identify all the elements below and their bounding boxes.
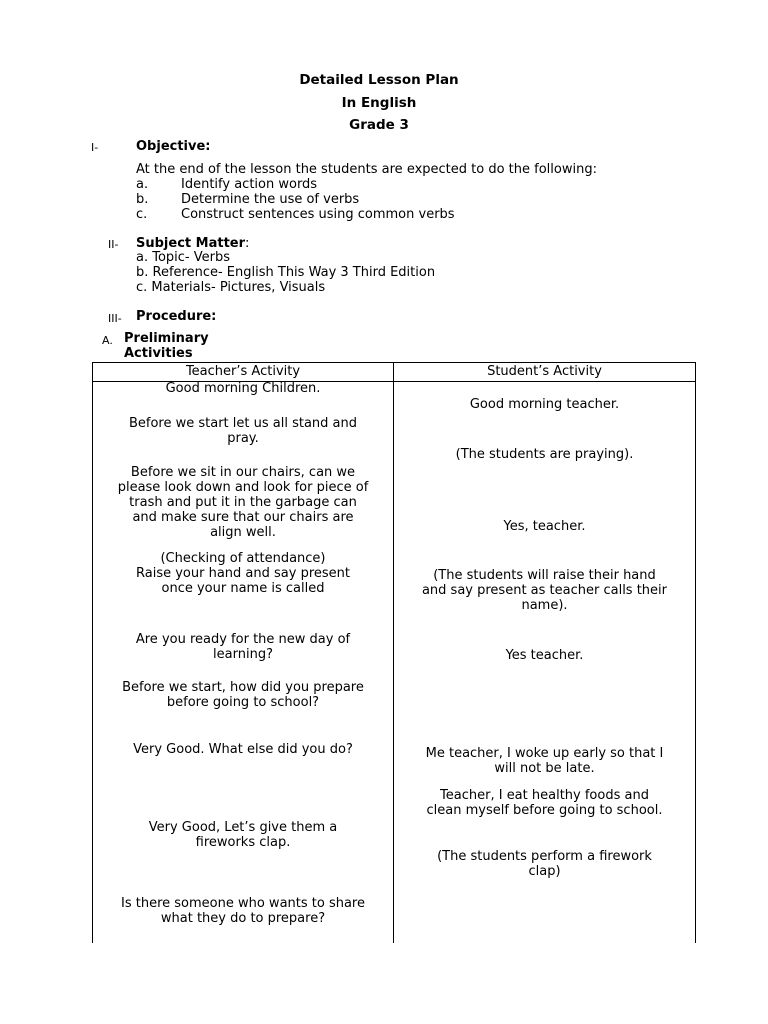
student-activity-cell <box>394 788 695 818</box>
subject-matter-colon: : <box>245 236 250 251</box>
student-activity-line: Me teacher, I woke up early so that I <box>425 746 664 761</box>
teacher-activity-line: fireworks clap. <box>195 835 291 850</box>
teacher-activity-cell <box>93 632 393 662</box>
teacher-activity-line: Are you ready for the new day of <box>135 632 351 647</box>
student-activity-cell <box>394 648 695 663</box>
teacher-activity-line: trash and put it in the garbage can <box>129 495 357 510</box>
student-activity-line: will not be late. <box>494 761 595 776</box>
objective-item-letter: c. <box>136 207 148 222</box>
teacher-activity-line: (Checking of attendance) <box>160 551 326 566</box>
student-activity-line: clap) <box>528 864 561 879</box>
student-activity-cell <box>394 397 695 412</box>
teacher-activity-line: learning? <box>213 647 273 662</box>
subject-matter-heading-line <box>136 236 249 251</box>
teacher-activity-line: pray. <box>227 431 259 446</box>
objective-heading: Objective: <box>136 139 211 154</box>
teacher-activity-cell <box>93 551 393 596</box>
student-activity-header: Student’s Activity <box>487 364 602 379</box>
procedure-sub-letter: A. <box>102 334 113 347</box>
student-activity-cell <box>394 746 695 776</box>
student-activity-line: clean myself before going to school. <box>426 803 663 818</box>
activity-table <box>92 362 696 943</box>
objective-item <box>136 207 455 222</box>
subject-matter-numeral: II- <box>108 238 119 251</box>
procedure-numeral: III- <box>108 312 122 325</box>
procedure-sub-heading: Preliminary <box>124 331 209 346</box>
objective-numeral: I- <box>91 141 99 154</box>
student-activity-cell <box>394 568 695 613</box>
student-activity-line: Teacher, I eat healthy foods and <box>440 788 649 803</box>
objective-item <box>136 177 317 192</box>
teacher-activity-cell <box>93 742 393 757</box>
table-header-row <box>93 363 695 382</box>
subject-matter-item: c. Materials- Pictures, Visuals <box>136 280 326 295</box>
teacher-activity-cell <box>93 896 393 926</box>
teacher-activity-line: and make sure that our chairs are <box>132 510 354 525</box>
student-activity-line: (The students are praying). <box>455 447 634 462</box>
student-activity-cell <box>394 447 695 462</box>
student-activity-line: Yes teacher. <box>505 648 584 663</box>
teacher-activity-cell <box>93 381 393 396</box>
teacher-activity-line: Before we sit in our chairs, can we <box>130 465 356 480</box>
objective-item-text: Construct sentences using common verbs <box>181 207 455 222</box>
teacher-activity-line: once your name is called <box>161 581 325 596</box>
student-activity-line: name). <box>521 598 568 613</box>
student-activity-line: (The students will raise their hand <box>433 568 656 583</box>
objective-item-letter: a. <box>136 177 149 192</box>
subject-matter-heading: Subject Matter <box>136 236 246 251</box>
teacher-activity-line: Very Good. What else did you do? <box>133 742 353 757</box>
subject-matter-item: a. Topic- Verbs <box>136 250 231 265</box>
teacher-activity-line: before going to school? <box>166 695 320 710</box>
teacher-activity-line: please look down and look for piece of <box>117 480 369 495</box>
teacher-activity-line: Before we start, how did you prepare <box>122 680 364 695</box>
teacher-activity-cell <box>93 820 393 850</box>
teacher-activity-cell <box>93 416 393 446</box>
teacher-activity-line: Very Good, Let’s give them a <box>148 820 338 835</box>
teacher-activity-line: Good morning Children. <box>165 381 321 396</box>
student-activity-cell <box>394 519 695 534</box>
procedure-heading: Procedure: <box>136 309 217 324</box>
teacher-activity-cell <box>93 680 393 710</box>
student-activity-line: (The students perform a firework <box>437 849 652 864</box>
objective-item-text: Determine the use of verbs <box>181 192 360 207</box>
student-activity-line: Yes, teacher. <box>503 519 586 534</box>
student-activity-line: and say present as teacher calls their <box>421 583 668 598</box>
objective-item-letter: b. <box>136 192 149 207</box>
teacher-activity-line: Raise your hand and say present <box>136 566 350 581</box>
teacher-activity-line: what they do to prepare? <box>160 911 326 926</box>
document-title: Detailed Lesson Plan <box>299 72 459 88</box>
objective-item-text: Identify action words <box>181 177 318 192</box>
teacher-activity-line: Is there someone who wants to share <box>121 896 365 911</box>
subject-matter-item: b. Reference- English This Way 3 Third Edition <box>136 265 436 280</box>
objective-item <box>136 192 359 207</box>
document-subject: In English <box>341 95 417 111</box>
student-activity-line: Good morning teacher. <box>469 397 620 412</box>
objective-intro: At the end of the lesson the students are expected to do the following: <box>136 162 597 177</box>
procedure-sub-heading: Activities <box>124 346 193 361</box>
teacher-activity-line: Before we start let us all stand and <box>128 416 358 431</box>
student-activity-cell <box>394 849 695 879</box>
teacher-activity-line: align well. <box>210 525 276 540</box>
teacher-activity-header: Teacher’s Activity <box>185 364 301 379</box>
teacher-activity-cell <box>93 465 393 540</box>
document-grade: Grade 3 <box>349 117 409 133</box>
